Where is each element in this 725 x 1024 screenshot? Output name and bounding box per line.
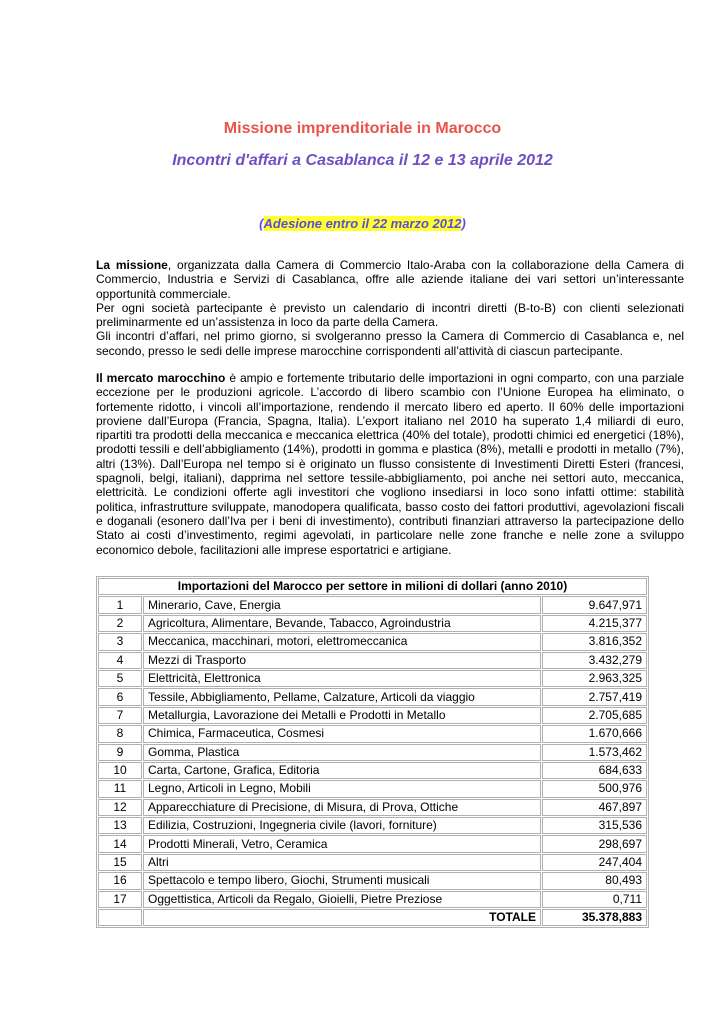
row-sector: Tessile, Abbigliamento, Pellame, Calzature, Articoli da viaggio bbox=[143, 688, 541, 705]
row-number: 5 bbox=[98, 670, 142, 687]
row-value: 500,976 bbox=[542, 780, 647, 797]
table-row bbox=[98, 817, 647, 834]
total-label: TOTALE bbox=[143, 909, 541, 926]
mission-line-1 bbox=[96, 258, 684, 301]
market-body: è ampio e fortemente tributario delle importazioni in ogni comparto, con una parziale eccezione per le produzioni agricole. L’accordo di libero scambio con l’Unione Europea ha eliminato, o fortemente ridotto, i vincoli all’importazione, rendendo il mercato libero ed aperto. Il 60% delle importazioni proviene dall’Europa (Francia, Spagna, Italia). L’export italiano nel 2010 ha superato 1,4 miliardi di euro, ripartiti tra prodotti della meccanica e meccanica elettrica (40% del totale), prodotti chimici ed energetici (18%), prodotti tessili e dell’abbigliamento (14%), prodotti in gomma e plastica (8%), metalli e prodotti in metallo (7%), altri (13%). Dall’Europa nel tempo si è originato un flusso consistente di Investimenti Diretti Esteri (francesi, spagnoli, belgi, italiani), dapprima nel settore tessile-abbigliamento, poi anche nei settori auto, meccanica, elettricità. Le condizioni offerte agli investitori che vogliono insediarsi in loco sono infatti ottime: stabilità politica, infrastrutture sviluppate, manodopera qualificata, basso costo dei fattori produttivi, agevolazioni fiscali e doganali (esonero dall’Iva per i beni di investimento), contributi finanziari attraverso la partecipazione dello Stato ai costi d’investimento, regimi agevolati, in particolare nelle zone franche e nelle zone a sviluppo economico debole, facilitazioni alle imprese esportatrici e artigiane. bbox=[96, 371, 684, 557]
row-value: 4.215,377 bbox=[542, 615, 647, 632]
row-value: 2.963,325 bbox=[542, 670, 647, 687]
row-value: 80,493 bbox=[542, 872, 647, 889]
row-sector: Legno, Articoli in Legno, Mobili bbox=[143, 780, 541, 797]
row-value: 2.705,685 bbox=[542, 707, 647, 724]
row-sector: Minerario, Cave, Energia bbox=[143, 596, 541, 613]
row-sector: Mezzi di Trasporto bbox=[143, 652, 541, 669]
total-value: 35.378,883 bbox=[542, 909, 647, 926]
table-row bbox=[98, 744, 647, 761]
table-caption: Importazioni del Marocco per settore in milioni di dollari (anno 2010) bbox=[98, 578, 647, 595]
row-sector: Elettricità, Elettronica bbox=[143, 670, 541, 687]
row-sector: Meccanica, macchinari, motori, elettromeccanica bbox=[143, 633, 541, 650]
table-row bbox=[98, 725, 647, 742]
row-sector: Edilizia, Costruzioni, Ingegneria civile (lavori, forniture) bbox=[143, 817, 541, 834]
row-number: 2 bbox=[98, 615, 142, 632]
row-number: 1 bbox=[98, 596, 142, 613]
row-number: 15 bbox=[98, 854, 142, 871]
row-value: 684,633 bbox=[542, 762, 647, 779]
table-row bbox=[98, 615, 647, 632]
table-caption-row bbox=[98, 578, 647, 595]
row-number: 12 bbox=[98, 799, 142, 816]
total-empty-cell bbox=[98, 909, 142, 926]
row-number: 16 bbox=[98, 872, 142, 889]
row-number: 14 bbox=[98, 835, 142, 852]
row-number: 8 bbox=[98, 725, 142, 742]
row-value: 247,404 bbox=[542, 854, 647, 871]
row-sector: Carta, Cartone, Grafica, Editoria bbox=[143, 762, 541, 779]
row-value: 0,711 bbox=[542, 891, 647, 908]
mission-text-1: , organizzata dalla Camera di Commercio Italo-Araba con la collaborazione della Camera di Commercio, Industria e Servizi di Casablanca, offre alle aziende italiane dei vari settori un’interessante opportunità commerciale. bbox=[96, 258, 684, 301]
row-sector: Spettacolo e tempo libero, Giochi, Strumenti musicali bbox=[143, 872, 541, 889]
table-row bbox=[98, 762, 647, 779]
market-paragraph bbox=[96, 371, 684, 557]
row-sector: Chimica, Farmaceutica, Cosmesi bbox=[143, 725, 541, 742]
table-row bbox=[98, 780, 647, 797]
deadline-note bbox=[0, 216, 725, 231]
row-number: 7 bbox=[98, 707, 142, 724]
row-sector: Gomma, Plastica bbox=[143, 744, 541, 761]
mission-paragraph bbox=[96, 258, 684, 358]
total-row bbox=[98, 909, 647, 926]
row-value: 3.432,279 bbox=[542, 652, 647, 669]
table-row bbox=[98, 688, 647, 705]
row-number: 9 bbox=[98, 744, 142, 761]
table-row bbox=[98, 835, 647, 852]
row-number: 4 bbox=[98, 652, 142, 669]
page-title: Missione imprenditoriale in Marocco bbox=[223, 120, 502, 137]
table-row bbox=[98, 596, 647, 613]
mission-line-3: Gli incontri d’affari, nel primo giorno, si svolgeranno presso la Camera di Commercio di Casablanca e, nel secondo, presso le sedi delle imprese marocchine corrispondenti all’attività di ciascun partecipante. bbox=[96, 329, 684, 358]
row-number: 13 bbox=[98, 817, 142, 834]
table-row bbox=[98, 872, 647, 889]
deadline-close-paren: ) bbox=[461, 216, 466, 231]
row-number: 3 bbox=[98, 633, 142, 650]
row-sector: Apparecchiature di Precisione, di Misura, di Prova, Ottiche bbox=[143, 799, 541, 816]
table-row bbox=[98, 891, 647, 908]
table-body bbox=[98, 596, 647, 908]
row-number: 6 bbox=[98, 688, 142, 705]
market-lead: Il mercato marocchino bbox=[96, 371, 226, 385]
table-row bbox=[98, 670, 647, 687]
row-value: 9.647,971 bbox=[542, 596, 647, 613]
market-text bbox=[96, 371, 684, 557]
row-value: 1.670,666 bbox=[542, 725, 647, 742]
page-subtitle: Incontri d'affari a Casablanca il 12 e 13 aprile 2012 bbox=[172, 152, 553, 169]
row-value: 298,697 bbox=[542, 835, 647, 852]
table-row bbox=[98, 707, 647, 724]
mission-lead: La missione bbox=[96, 258, 168, 272]
row-value: 1.573,462 bbox=[542, 744, 647, 761]
row-sector: Metallurgia, Lavorazione dei Metalli e Prodotti in Metallo bbox=[143, 707, 541, 724]
deadline-open-paren: ( bbox=[259, 216, 264, 231]
row-value: 315,536 bbox=[542, 817, 647, 834]
table-row bbox=[98, 652, 647, 669]
table-row bbox=[98, 799, 647, 816]
row-sector: Prodotti Minerali, Vetro, Ceramica bbox=[143, 835, 541, 852]
row-value: 2.757,419 bbox=[542, 688, 647, 705]
row-number: 17 bbox=[98, 891, 142, 908]
imports-table bbox=[96, 576, 649, 928]
deadline-text: Adesione entro il 22 marzo 2012 bbox=[263, 216, 462, 231]
table-row bbox=[98, 633, 647, 650]
row-number: 10 bbox=[98, 762, 142, 779]
row-sector: Altri bbox=[143, 854, 541, 871]
table-row bbox=[98, 854, 647, 871]
row-value: 467,897 bbox=[542, 799, 647, 816]
mission-line-2: Per ogni società partecipante è previsto un calendario di incontri diretti (B-to-B) con clienti selezionati preliminarmente ed un’assistenza in loco da parte della Camera. bbox=[96, 300, 684, 330]
row-value: 3.816,352 bbox=[542, 633, 647, 650]
row-number: 11 bbox=[98, 780, 142, 797]
row-sector: Oggettistica, Articoli da Regalo, Gioielli, Pietre Preziose bbox=[143, 891, 541, 908]
row-sector: Agricoltura, Alimentare, Bevande, Tabacco, Agroindustria bbox=[143, 615, 541, 632]
